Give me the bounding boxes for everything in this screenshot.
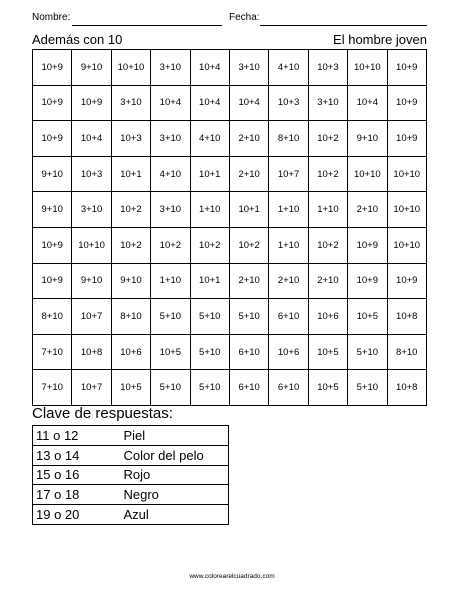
grid-cell[interactable]: 10+2	[190, 227, 229, 263]
grid-cell[interactable]: 3+10	[72, 192, 111, 228]
grid-cell[interactable]: 5+10	[151, 299, 190, 335]
grid-cell[interactable]: 10+4	[348, 85, 387, 121]
grid-cell[interactable]: 10+2	[111, 192, 150, 228]
grid-cell[interactable]: 10+4	[72, 121, 111, 157]
grid-cell[interactable]: 10+1	[190, 156, 229, 192]
header	[0, 12, 464, 28]
answer-key-color: Color del pelo	[121, 445, 229, 465]
grid-cell[interactable]: 10+10	[387, 156, 426, 192]
answer-key-range: 11 o 12	[33, 426, 121, 446]
grid-cell[interactable]: 10+3	[111, 121, 150, 157]
grid-cell[interactable]: 10+6	[308, 299, 347, 335]
grid-row	[33, 156, 427, 192]
grid-cell[interactable]: 9+10	[33, 192, 72, 228]
grid-cell[interactable]: 1+10	[269, 227, 308, 263]
grid-row	[33, 192, 427, 228]
grid-cell[interactable]: 5+10	[190, 334, 229, 370]
grid-cell[interactable]: 10+2	[308, 156, 347, 192]
answer-key-range: 19 o 20	[33, 505, 121, 525]
grid-row	[33, 85, 427, 121]
grid-cell[interactable]: 2+10	[269, 263, 308, 299]
grid-cell[interactable]: 10+10	[387, 227, 426, 263]
grid-cell[interactable]: 4+10	[190, 121, 229, 157]
grid-cell[interactable]: 2+10	[308, 263, 347, 299]
answer-key-range: 17 o 18	[33, 485, 121, 505]
grid-cell[interactable]: 10+5	[308, 370, 347, 406]
grid-cell[interactable]: 10+2	[229, 227, 268, 263]
name-field-line[interactable]	[72, 25, 222, 26]
grid-cell[interactable]: 10+8	[387, 299, 426, 335]
grid-cell[interactable]: 3+10	[111, 85, 150, 121]
grid-cell[interactable]: 7+10	[33, 370, 72, 406]
footer-url: www.colorearelcuadrado.com	[189, 573, 275, 580]
grid-cell[interactable]: 10+2	[151, 227, 190, 263]
answer-key-row	[33, 465, 229, 485]
grid-cell[interactable]: 8+10	[111, 299, 150, 335]
grid-cell[interactable]: 10+9	[33, 121, 72, 157]
grid-cell[interactable]: 10+8	[387, 370, 426, 406]
grid-cell[interactable]: 10+1	[111, 156, 150, 192]
grid-cell[interactable]: 10+10	[111, 50, 150, 86]
grid-row	[33, 263, 427, 299]
grid-row	[33, 50, 427, 86]
grid-cell[interactable]: 2+10	[229, 263, 268, 299]
grid-cell[interactable]: 6+10	[229, 334, 268, 370]
answer-key-row	[33, 445, 229, 465]
grid-cell[interactable]: 10+3	[269, 85, 308, 121]
grid-cell[interactable]: 10+9	[387, 85, 426, 121]
grid-cell[interactable]: 10+3	[308, 50, 347, 86]
grid-cell[interactable]: 2+10	[348, 192, 387, 228]
grid-cell[interactable]: 10+9	[348, 227, 387, 263]
grid-cell[interactable]: 10+7	[269, 156, 308, 192]
grid-cell[interactable]: 5+10	[348, 334, 387, 370]
grid-cell[interactable]: 10+2	[308, 227, 347, 263]
grid-cell[interactable]: 5+10	[190, 299, 229, 335]
grid-cell[interactable]: 10+4	[190, 50, 229, 86]
grid-cell[interactable]: 10+2	[111, 227, 150, 263]
grid-cell[interactable]: 5+10	[151, 370, 190, 406]
answer-key-row	[33, 485, 229, 505]
grid-cell[interactable]: 10+10	[72, 227, 111, 263]
date-field-line[interactable]	[260, 25, 427, 26]
grid-cell[interactable]: 10+7	[72, 370, 111, 406]
grid-cell[interactable]: 8+10	[387, 334, 426, 370]
grid-cell[interactable]: 9+10	[348, 121, 387, 157]
grid-cell[interactable]: 3+10	[308, 85, 347, 121]
answer-key-color: Rojo	[121, 465, 229, 485]
worksheet-subtitle: El hombre joven	[333, 32, 427, 47]
grid-cell[interactable]: 3+10	[151, 50, 190, 86]
answer-key-color: Azul	[121, 505, 229, 525]
grid-cell[interactable]: 10+9	[348, 263, 387, 299]
grid-cell[interactable]: 10+6	[111, 334, 150, 370]
grid-cell[interactable]: 7+10	[33, 334, 72, 370]
answer-key-color: Negro	[121, 485, 229, 505]
grid-cell[interactable]: 9+10	[33, 156, 72, 192]
grid-cell[interactable]: 10+7	[72, 299, 111, 335]
date-label: Fecha:	[229, 12, 260, 23]
grid-cell[interactable]: 10+4	[229, 85, 268, 121]
grid-row	[33, 121, 427, 157]
grid-cell[interactable]: 10+10	[348, 156, 387, 192]
answer-key-row	[33, 505, 229, 525]
grid-cell[interactable]: 10+9	[387, 263, 426, 299]
problem-grid	[32, 49, 427, 406]
grid-cell[interactable]: 10+10	[387, 192, 426, 228]
grid-cell[interactable]: 10+9	[33, 227, 72, 263]
grid-cell[interactable]: 10+1	[190, 263, 229, 299]
grid-cell[interactable]: 8+10	[269, 121, 308, 157]
grid-cell[interactable]: 8+10	[33, 299, 72, 335]
grid-row	[33, 299, 427, 335]
grid-cell[interactable]: 10+5	[308, 334, 347, 370]
grid-cell[interactable]: 6+10	[269, 370, 308, 406]
grid-cell[interactable]: 10+9	[33, 85, 72, 121]
grid-cell[interactable]: 3+10	[151, 192, 190, 228]
grid-cell[interactable]: 5+10	[348, 370, 387, 406]
answer-key-table	[32, 425, 229, 525]
grid-cell[interactable]: 3+10	[229, 50, 268, 86]
grid-cell[interactable]: 10+4	[151, 85, 190, 121]
grid-cell[interactable]: 10+9	[387, 121, 426, 157]
grid-cell[interactable]: 10+1	[229, 192, 268, 228]
grid-cell[interactable]: 5+10	[229, 299, 268, 335]
grid-cell[interactable]: 10+8	[72, 334, 111, 370]
grid-cell[interactable]: 9+10	[72, 50, 111, 86]
grid-cell[interactable]: 9+10	[72, 263, 111, 299]
grid-cell[interactable]: 10+5	[348, 299, 387, 335]
grid-cell[interactable]: 4+10	[269, 50, 308, 86]
grid-cell[interactable]: 4+10	[151, 156, 190, 192]
answer-key-range: 13 o 14	[33, 445, 121, 465]
answer-key-row	[33, 426, 229, 446]
grid-cell[interactable]: 10+5	[111, 370, 150, 406]
grid-cell[interactable]: 10+3	[72, 156, 111, 192]
grid-cell[interactable]: 9+10	[111, 263, 150, 299]
grid-cell[interactable]: 10+10	[348, 50, 387, 86]
answer-key-color: Piel	[121, 426, 229, 446]
grid-cell[interactable]: 2+10	[229, 121, 268, 157]
grid-cell[interactable]: 1+10	[308, 192, 347, 228]
name-label: Nombre:	[32, 12, 71, 23]
grid-cell[interactable]: 10+4	[190, 85, 229, 121]
grid-cell[interactable]: 6+10	[269, 299, 308, 335]
grid-cell[interactable]: 1+10	[151, 263, 190, 299]
grid-cell[interactable]: 10+6	[269, 334, 308, 370]
grid-cell[interactable]: 3+10	[151, 121, 190, 157]
grid-cell[interactable]: 10+9	[72, 85, 111, 121]
grid-row	[33, 227, 427, 263]
grid-cell[interactable]: 2+10	[229, 156, 268, 192]
grid-row	[33, 334, 427, 370]
answer-key-range: 15 o 16	[33, 465, 121, 485]
answer-key-title: Clave de respuestas:	[32, 405, 173, 422]
grid-cell[interactable]: 10+9	[387, 50, 426, 86]
grid-cell[interactable]: 1+10	[269, 192, 308, 228]
grid-row	[33, 370, 427, 406]
grid-cell[interactable]: 10+5	[151, 334, 190, 370]
grid-cell[interactable]: 10+9	[33, 263, 72, 299]
grid-cell[interactable]: 1+10	[190, 192, 229, 228]
grid-cell[interactable]: 10+9	[33, 50, 72, 86]
worksheet-title: Además con 10	[32, 32, 123, 47]
grid-cell[interactable]: 6+10	[229, 370, 268, 406]
title-row	[32, 30, 427, 50]
grid-cell[interactable]: 5+10	[190, 370, 229, 406]
grid-cell[interactable]: 10+2	[308, 121, 347, 157]
